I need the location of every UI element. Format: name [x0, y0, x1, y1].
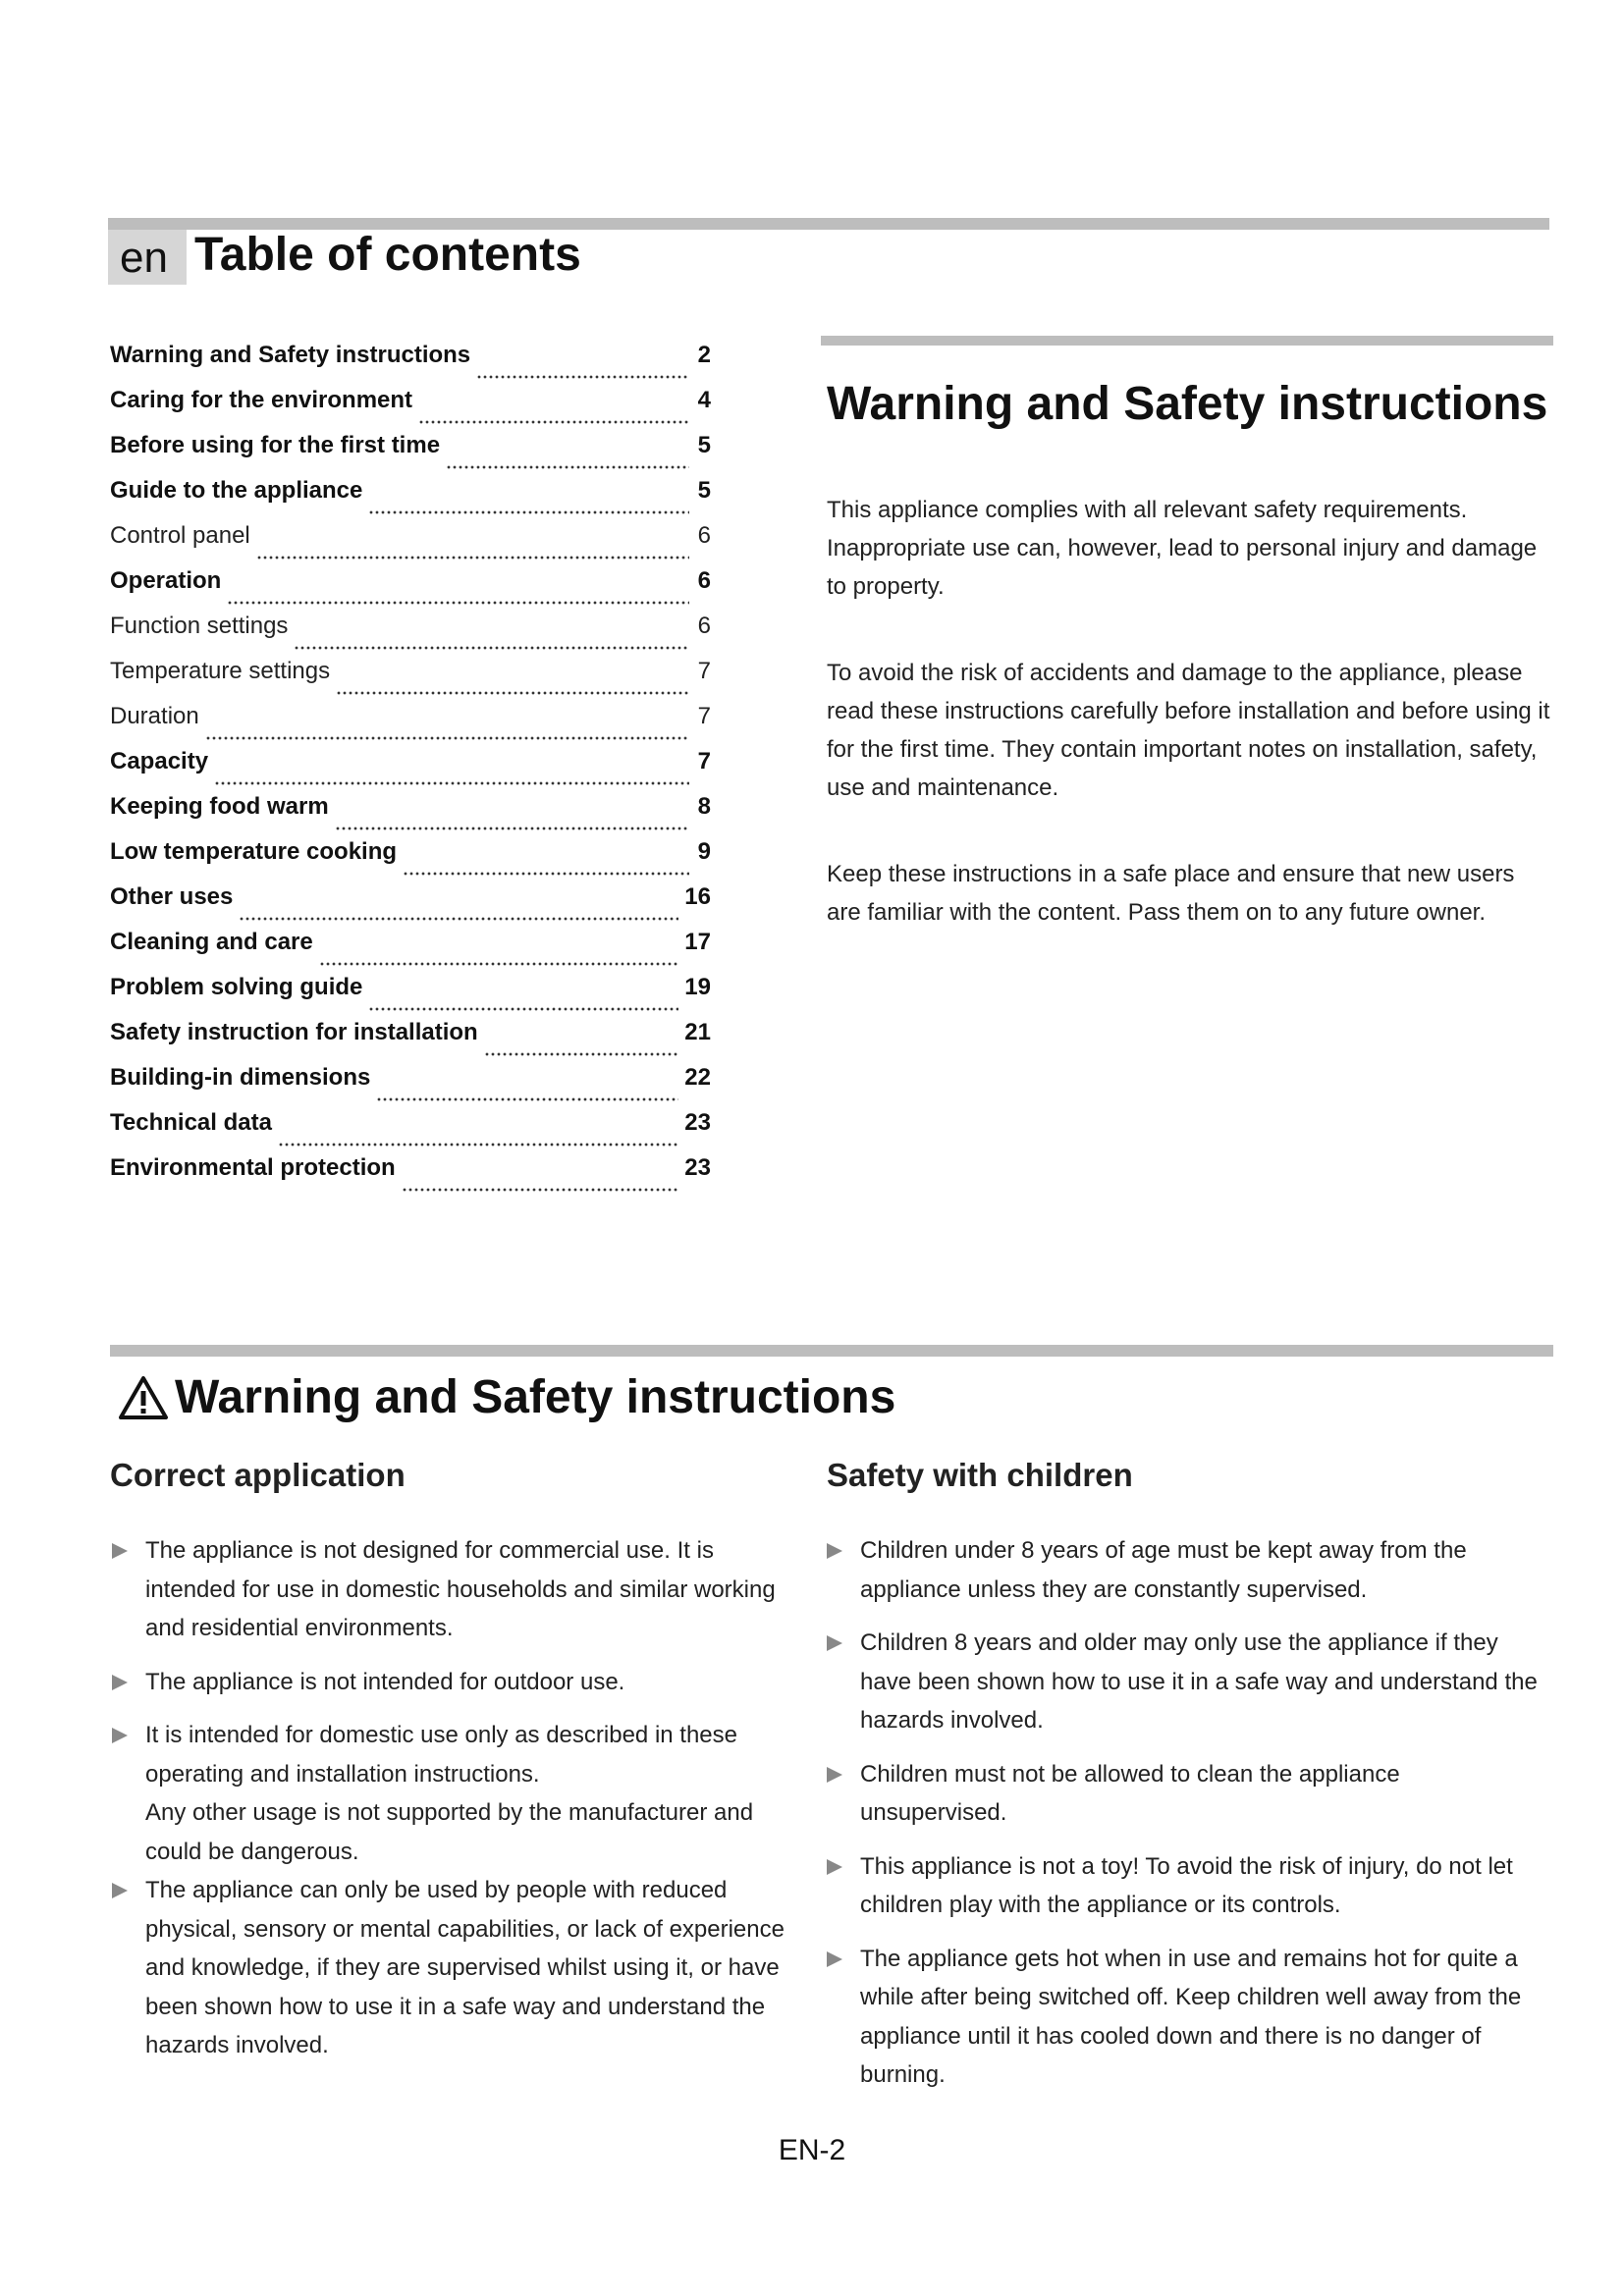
- toc-leader-dots: [335, 827, 689, 830]
- toc-entry-label: Capacity: [110, 748, 209, 774]
- toc-entry-label: Before using for the first time: [110, 432, 441, 458]
- toc-leader-dots: [319, 962, 679, 966]
- toc-list: [110, 342, 711, 1200]
- toc-entry-page: 6: [697, 613, 711, 639]
- toc-entry: [110, 793, 711, 838]
- toc-entry-page: 6: [697, 567, 711, 594]
- toc-entry-page: 4: [697, 387, 711, 413]
- toc-entry-label: Guide to the appliance: [110, 477, 363, 504]
- bullet-text: Children 8 years and older may only use the appliance if they have been shown how to use it in a safe way and understand the hazards involved.: [860, 1629, 1538, 1734]
- toc-entry-page: 9: [697, 838, 711, 865]
- toc-entry-page: 8: [697, 793, 711, 820]
- toc-leader-dots: [294, 646, 689, 650]
- toc-entry-page: 7: [697, 748, 711, 774]
- toc-leader-dots: [214, 781, 689, 785]
- toc-entry-page: 7: [697, 658, 711, 684]
- bullet-continuation: Any other usage is not supported by the manufacturer and could be dangerous.: [145, 1799, 754, 1865]
- toc-leader-dots: [402, 1188, 679, 1192]
- toc-entry: [110, 342, 711, 387]
- toc-entry-page: 21: [684, 1019, 711, 1045]
- list-item: [825, 1755, 1551, 1833]
- bullet-text: Children must not be allowed to clean the appliance unsupervised.: [860, 1760, 1400, 1826]
- correct-application-list: [110, 1531, 809, 2080]
- toc-entry: [110, 1019, 711, 1064]
- toc-entry: [110, 883, 711, 929]
- correct-application-title: Correct application: [110, 1457, 406, 1493]
- toc-entry-page: 7: [697, 703, 711, 729]
- warning-triangle-icon: [118, 1374, 169, 1421]
- toc-entry-label: Control panel: [110, 522, 250, 549]
- toc-entry-label: Keeping food warm: [110, 793, 329, 820]
- toc-entry-page: 23: [684, 1109, 711, 1136]
- toc-leader-dots: [368, 1007, 678, 1011]
- toc-entry-page: 17: [684, 929, 711, 955]
- toc-entry-page: 2: [697, 342, 711, 368]
- toc-entry: [110, 748, 711, 793]
- list-item: [825, 1624, 1551, 1740]
- intro-header-rule: [821, 336, 1553, 346]
- toc-entry: [110, 838, 711, 883]
- toc-entry-label: Duration: [110, 703, 199, 729]
- intro-paragraph-2: To avoid the risk of accidents and damage to the appliance, please read these instructions carefully before installation and before using it for the first time. They contain important notes on installation, safety, use and maintenance.: [827, 660, 1550, 801]
- toc-leader-dots: [278, 1143, 678, 1147]
- toc-entry-label: Warning and Safety instructions: [110, 342, 471, 368]
- toc-entry-page: 22: [684, 1064, 711, 1091]
- bullet-arrow-icon: [112, 1883, 128, 1898]
- toc-entry: [110, 1109, 711, 1154]
- toc-entry: [110, 477, 711, 522]
- list-item: [110, 1716, 809, 1871]
- list-item: [110, 1531, 809, 1648]
- toc-entry: [110, 432, 711, 477]
- toc-entry: [110, 929, 711, 974]
- bullet-text: The appliance can only be used by people with reduced physical, sensory or mental capabilities, or lack of experience and knowledge, if they are supervised whilst using it, or have been shown how to use it in a safe way and understand the hazards involved.: [145, 1877, 785, 2058]
- bullet-arrow-icon: [827, 1543, 842, 1559]
- bullet-arrow-icon: [827, 1767, 842, 1783]
- toc-entry: [110, 567, 711, 613]
- list-item: [825, 1940, 1551, 2095]
- toc-entry-page: 16: [684, 883, 711, 910]
- toc-entry: [110, 522, 711, 567]
- toc-entry: [110, 387, 711, 432]
- toc-entry-label: Environmental protection: [110, 1154, 396, 1181]
- toc-entry-label: Caring for the environment: [110, 387, 413, 413]
- intro-paragraph-3: Keep these instructions in a safe place and ensure that new users are familiar with the content. Pass them on to any future owner.: [827, 861, 1515, 926]
- toc-entry-page: 23: [684, 1154, 711, 1181]
- toc-leader-dots: [476, 375, 689, 379]
- toc-entry-label: Technical data: [110, 1109, 272, 1136]
- toc-leader-dots: [368, 510, 689, 514]
- toc-leader-dots: [239, 917, 678, 921]
- list-item: [825, 1531, 1551, 1609]
- bullet-text: Children under 8 years of age must be kept away from the appliance unless they are constantly supervised.: [860, 1537, 1467, 1603]
- toc-entry: [110, 613, 711, 658]
- toc-entry-page: 6: [697, 522, 711, 549]
- bullet-arrow-icon: [827, 1859, 842, 1875]
- page-number: EN-2: [778, 2134, 846, 2166]
- toc-leader-dots: [205, 736, 689, 740]
- toc-leader-dots: [256, 556, 689, 560]
- bullet-text: The appliance is not designed for commercial use. It is intended for use in domestic households and similar working and residential environments.: [145, 1537, 776, 1641]
- bullet-arrow-icon: [827, 1951, 842, 1967]
- toc-title: Table of contents: [194, 229, 581, 281]
- toc-leader-dots: [336, 691, 689, 695]
- toc-entry-label: Low temperature cooking: [110, 838, 398, 865]
- toc-entry-label: Building-in dimensions: [110, 1064, 371, 1091]
- toc-entry: [110, 703, 711, 748]
- intro-paragraph-1: This appliance complies with all relevant safety requirements. Inappropriate use can, however, lead to personal injury and damage to property.: [827, 497, 1538, 600]
- toc-leader-dots: [446, 465, 689, 469]
- bullet-arrow-icon: [112, 1675, 128, 1690]
- toc-entry: [110, 658, 711, 703]
- toc-leader-dots: [376, 1097, 678, 1101]
- toc-entry: [110, 1154, 711, 1200]
- toc-entry: [110, 1064, 711, 1109]
- bullet-arrow-icon: [112, 1543, 128, 1559]
- toc-entry-label: Other uses: [110, 883, 234, 910]
- toc-entry-page: 5: [697, 477, 711, 504]
- toc-entry: [110, 974, 711, 1019]
- safety-children-list: [825, 1531, 1551, 2109]
- toc-entry-label: Cleaning and care: [110, 929, 313, 955]
- toc-leader-dots: [484, 1052, 679, 1056]
- list-item: [825, 1847, 1551, 1925]
- bullet-text: The appliance is not intended for outdoor use.: [145, 1668, 625, 1695]
- bullet-text: It is intended for domestic use only as described in these operating and installation instructions.: [145, 1722, 737, 1788]
- list-item: [110, 1871, 809, 2065]
- toc-entry-label: Problem solving guide: [110, 974, 363, 1000]
- bullet-text: This appliance is not a toy! To avoid the risk of injury, do not let children play with the appliance or its controls.: [860, 1852, 1513, 1918]
- list-item: [110, 1663, 809, 1702]
- toc-entry-label: Operation: [110, 567, 222, 594]
- bullet-arrow-icon: [827, 1635, 842, 1651]
- section-header-rule: [110, 1345, 1553, 1357]
- section-title: Warning and Safety instructions: [175, 1371, 896, 1423]
- toc-entry-page: 5: [697, 432, 711, 458]
- toc-leader-dots: [403, 872, 689, 876]
- intro-title: Warning and Safety instructions: [827, 378, 1548, 430]
- bullet-arrow-icon: [112, 1728, 128, 1743]
- safety-children-title: Safety with children: [827, 1457, 1133, 1493]
- bullet-text: The appliance gets hot when in use and remains hot for quite a while after being switched off. Keep children well away from the appliance until it has cooled down and there is no danger of burning.: [860, 1945, 1522, 2088]
- toc-entry-label: Function settings: [110, 613, 289, 639]
- language-code: en: [120, 234, 168, 282]
- toc-entry-label: Safety instruction for installation: [110, 1019, 478, 1045]
- toc-leader-dots: [227, 601, 689, 605]
- toc-entry-label: Temperature settings: [110, 658, 331, 684]
- toc-entry-page: 19: [684, 974, 711, 1000]
- toc-leader-dots: [418, 420, 689, 424]
